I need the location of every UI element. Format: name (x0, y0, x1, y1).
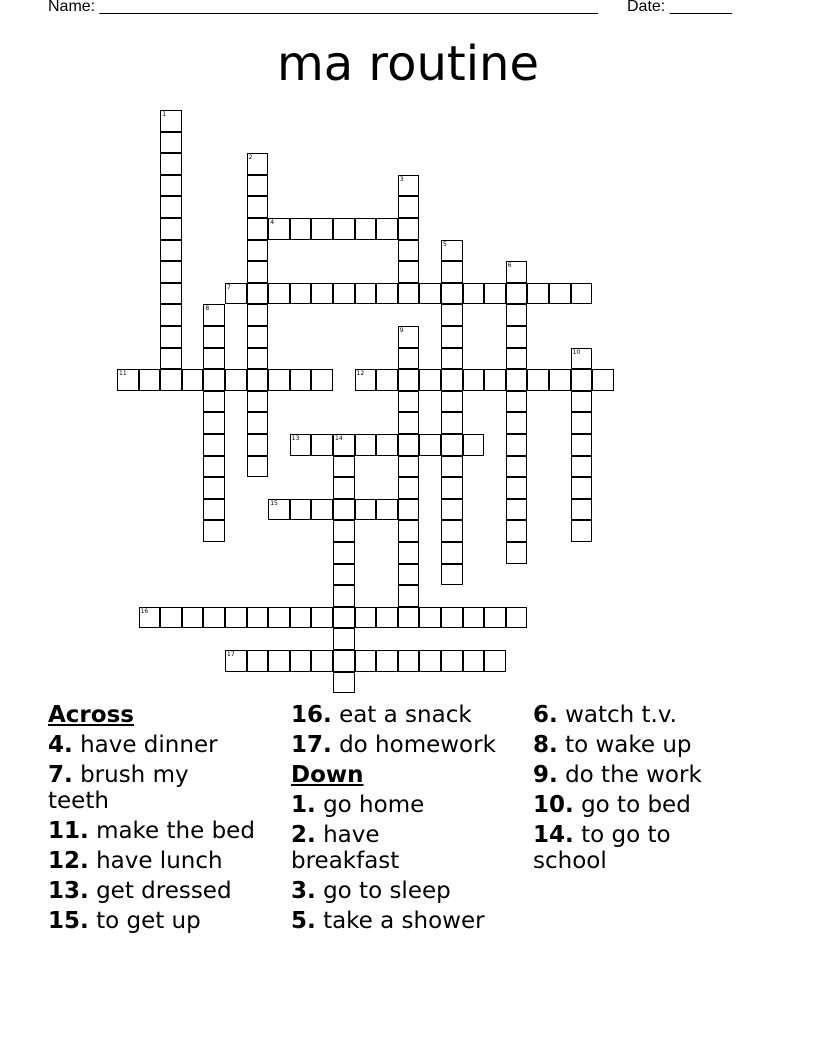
crossword-cell[interactable] (441, 304, 463, 326)
crossword-cell[interactable] (376, 369, 398, 391)
crossword-cell[interactable] (398, 456, 420, 478)
crossword-cell[interactable] (484, 607, 506, 629)
crossword-cell[interactable] (117, 369, 139, 391)
crossword-cell[interactable] (376, 499, 398, 521)
clue-down-6: 6. watch t.v. (533, 702, 677, 728)
date-field-label: Date: _______ (627, 0, 732, 15)
crossword-cell[interactable] (398, 412, 420, 434)
clue-number: 7 (227, 283, 231, 291)
crossword-cell[interactable] (290, 607, 312, 629)
crossword-cell[interactable] (441, 520, 463, 542)
crossword-cell[interactable] (333, 650, 355, 672)
crossword-cell[interactable] (571, 348, 593, 370)
clue-down-2: 2. have breakfast (291, 822, 400, 874)
crossword-cell[interactable] (160, 348, 182, 370)
clue-number: 11 (119, 370, 127, 378)
crossword-cell[interactable] (311, 283, 333, 305)
crossword-cell[interactable] (441, 477, 463, 499)
crossword-cell[interactable] (592, 369, 614, 391)
crossword-cell[interactable] (247, 218, 269, 240)
crossword-cell[interactable] (571, 456, 593, 478)
crossword-cell[interactable] (441, 564, 463, 586)
crossword-cell[interactable] (441, 499, 463, 521)
clue-number: 8 (205, 305, 210, 313)
crossword-cell[interactable] (333, 585, 355, 607)
crossword-cell[interactable] (398, 650, 420, 672)
crossword-cell[interactable] (225, 369, 247, 391)
crossword-cell[interactable] (506, 477, 528, 499)
crossword-cell[interactable] (571, 520, 593, 542)
crossword-cell[interactable] (419, 434, 441, 456)
crossword-cell[interactable] (247, 369, 269, 391)
crossword-cell[interactable] (398, 391, 420, 413)
crossword-cell[interactable] (506, 520, 528, 542)
crossword-cell[interactable] (247, 261, 269, 283)
name-field-label: Name: ________________________________________________________ (48, 0, 598, 15)
crossword-cell[interactable] (203, 326, 225, 348)
crossword-cell[interactable] (268, 369, 290, 391)
crossword-cell[interactable] (225, 283, 247, 305)
crossword-cell[interactable] (419, 369, 441, 391)
crossword-cell[interactable] (398, 607, 420, 629)
clue-number: 9 (399, 327, 404, 334)
clue-down-3: 3. go to sleep (291, 878, 451, 904)
crossword-cell[interactable] (355, 283, 377, 305)
clue-number: 2 (248, 154, 253, 162)
crossword-cell[interactable] (311, 218, 333, 240)
crossword-cell[interactable] (247, 153, 269, 175)
crossword-cell[interactable] (463, 607, 485, 629)
crossword-cell[interactable] (139, 607, 161, 629)
crossword-cell[interactable] (376, 650, 398, 672)
crossword-cell[interactable] (441, 240, 463, 262)
crossword-cell[interactable] (419, 283, 441, 305)
crossword-cell[interactable] (398, 348, 420, 370)
crossword-cell[interactable] (549, 369, 571, 391)
crossword-cell[interactable] (571, 412, 593, 434)
crossword-cell[interactable] (268, 283, 290, 305)
crossword-cell[interactable] (268, 607, 290, 629)
crossword-cell[interactable] (398, 564, 420, 586)
clue-number: 10 (572, 348, 581, 356)
crossword-cell[interactable] (247, 240, 269, 262)
crossword-cell[interactable] (441, 412, 463, 434)
crossword-cell[interactable] (398, 369, 420, 391)
crossword-cell[interactable] (203, 456, 225, 478)
crossword-cell[interactable] (268, 499, 290, 521)
clue-across-7: 7. brush my teeth (48, 762, 189, 814)
crossword-cell[interactable] (571, 477, 593, 499)
crossword-cell[interactable] (160, 261, 182, 283)
crossword-cell[interactable] (571, 499, 593, 521)
crossword-cell[interactable] (160, 196, 182, 218)
crossword-cell[interactable] (247, 456, 269, 478)
crossword-cell[interactable] (398, 520, 420, 542)
clue-across-11: 11. make the bed (48, 818, 255, 844)
clue-number: 5 (443, 240, 447, 248)
crossword-cell[interactable] (441, 348, 463, 370)
crossword-cell[interactable] (506, 542, 528, 564)
crossword-cell[interactable] (203, 607, 225, 629)
crossword-cell[interactable] (160, 369, 182, 391)
crossword-cell[interactable] (506, 369, 528, 391)
clue-number: 4 (270, 219, 275, 226)
crossword-cell[interactable] (247, 326, 269, 348)
crossword-cell[interactable] (398, 326, 420, 348)
crossword-cell[interactable] (506, 434, 528, 456)
clue-number: 16 (140, 607, 149, 615)
crossword-cell[interactable] (203, 348, 225, 370)
crossword-cell[interactable] (247, 412, 269, 434)
crossword-cell[interactable] (203, 499, 225, 521)
crossword-cell[interactable] (398, 434, 420, 456)
clue-number: 14 (335, 435, 343, 442)
crossword-cell[interactable] (333, 672, 355, 694)
clue-number: 17 (227, 651, 235, 658)
clue-across-15: 15. to get up (48, 908, 201, 934)
crossword-cell[interactable] (333, 542, 355, 564)
crossword-cell[interactable] (225, 650, 247, 672)
crossword-cell[interactable] (160, 283, 182, 305)
crossword-cell[interactable] (441, 391, 463, 413)
crossword-cell[interactable] (290, 434, 312, 456)
crossword-cell[interactable] (203, 477, 225, 499)
crossword-cell[interactable] (203, 412, 225, 434)
crossword-cell[interactable] (333, 456, 355, 478)
clue-down-1: 1. go home (291, 792, 425, 818)
crossword-cell[interactable] (311, 607, 333, 629)
clue-across-17: 17. do homework (291, 732, 496, 758)
crossword-cell[interactable] (268, 218, 290, 240)
clue-down-8: 8. to wake up (533, 732, 692, 758)
crossword-cell[interactable] (571, 434, 593, 456)
crossword-cell[interactable] (398, 499, 420, 521)
crossword-cell[interactable] (247, 434, 269, 456)
crossword-cell[interactable] (355, 218, 377, 240)
crossword-cell[interactable] (290, 369, 312, 391)
crossword-cell[interactable] (527, 369, 549, 391)
clues-column-1 (48, 702, 286, 938)
crossword-cell[interactable] (441, 369, 463, 391)
clues-column-2 (291, 702, 529, 938)
crossword-cell[interactable] (506, 499, 528, 521)
crossword-cell[interactable] (333, 564, 355, 586)
crossword-cell[interactable] (247, 650, 269, 672)
crossword-cell[interactable] (290, 283, 312, 305)
crossword-cell[interactable] (247, 607, 269, 629)
crossword-cell[interactable] (311, 369, 333, 391)
crossword-cell[interactable] (247, 304, 269, 326)
crossword-cell[interactable] (333, 434, 355, 456)
crossword-cell[interactable] (290, 499, 312, 521)
crossword-cell[interactable] (160, 153, 182, 175)
crossword-cell[interactable] (527, 283, 549, 305)
crossword-cell[interactable] (419, 650, 441, 672)
crossword-cell[interactable] (333, 520, 355, 542)
crossword-cell[interactable] (333, 607, 355, 629)
clue-down-5: 5. take a shower (291, 908, 485, 934)
crossword-cell[interactable] (463, 283, 485, 305)
crossword-cell[interactable] (355, 369, 377, 391)
crossword-cell[interactable] (290, 650, 312, 672)
crossword-cell[interactable] (571, 283, 593, 305)
crossword-cell[interactable] (333, 477, 355, 499)
crossword-cell[interactable] (160, 175, 182, 197)
crossword-cell[interactable] (203, 304, 225, 326)
crossword-cell[interactable] (203, 520, 225, 542)
crossword-cell[interactable] (441, 261, 463, 283)
crossword-cell[interactable] (203, 369, 225, 391)
crossword-cell[interactable] (333, 283, 355, 305)
crossword-cell[interactable] (355, 499, 377, 521)
crossword-cell[interactable] (203, 434, 225, 456)
crossword-cell[interactable] (160, 326, 182, 348)
crossword-cell[interactable] (398, 585, 420, 607)
crossword-cell[interactable] (247, 283, 269, 305)
crossword-cell[interactable] (376, 283, 398, 305)
crossword-cell[interactable] (571, 369, 593, 391)
clue-across-13: 13. get dressed (48, 878, 232, 904)
crossword-cell[interactable] (441, 434, 463, 456)
crossword-cell[interactable] (463, 369, 485, 391)
crossword-cell[interactable] (506, 326, 528, 348)
crossword-cell[interactable] (333, 628, 355, 650)
crossword-cell[interactable] (160, 110, 182, 132)
crossword-cell[interactable] (225, 607, 247, 629)
crossword-cell[interactable] (484, 650, 506, 672)
crossword-cell[interactable] (506, 412, 528, 434)
crossword-cell[interactable] (355, 434, 377, 456)
clue-down-10: 10. go to bed (533, 792, 691, 818)
crossword-cell[interactable] (268, 650, 290, 672)
crossword-cell[interactable] (484, 283, 506, 305)
crossword-cell[interactable] (182, 369, 204, 391)
crossword-cell[interactable] (160, 132, 182, 154)
crossword-cell[interactable] (506, 607, 528, 629)
crossword-cell[interactable] (441, 456, 463, 478)
clue-number: 15 (270, 499, 278, 507)
crossword-cell[interactable] (398, 218, 420, 240)
crossword-cell[interactable] (311, 434, 333, 456)
crossword-cell[interactable] (333, 218, 355, 240)
crossword-cell[interactable] (311, 499, 333, 521)
crossword-cell[interactable] (182, 607, 204, 629)
crossword-cell[interactable] (160, 240, 182, 262)
crossword-cell[interactable] (398, 196, 420, 218)
crossword-cell[interactable] (571, 391, 593, 413)
crossword-cell[interactable] (376, 607, 398, 629)
clues-column-3 (533, 702, 771, 878)
crossword-cell[interactable] (247, 175, 269, 197)
crossword-cell[interactable] (311, 650, 333, 672)
crossword-cell[interactable] (506, 304, 528, 326)
crossword-cell[interactable] (398, 542, 420, 564)
crossword-cell[interactable] (355, 650, 377, 672)
clue-number: 3 (399, 175, 404, 183)
crossword-cell[interactable] (160, 304, 182, 326)
crossword-cell[interactable] (139, 369, 161, 391)
clue-across-16: 16. eat a snack (291, 702, 472, 728)
crossword-cell[interactable] (203, 391, 225, 413)
crossword-cell[interactable] (376, 218, 398, 240)
crossword-cell[interactable] (398, 240, 420, 262)
clue-number: 1 (162, 111, 167, 118)
crossword-cell[interactable] (506, 456, 528, 478)
crossword-cell[interactable] (355, 607, 377, 629)
clue-down-14: 14. to go to school (533, 822, 671, 874)
crossword-cell[interactable] (398, 261, 420, 283)
crossword-cell[interactable] (441, 607, 463, 629)
crossword-cell[interactable] (398, 477, 420, 499)
crossword-cell[interactable] (290, 218, 312, 240)
crossword-cell[interactable] (247, 391, 269, 413)
crossword-cell[interactable] (441, 326, 463, 348)
crossword-cell[interactable] (463, 650, 485, 672)
crossword-cell[interactable] (247, 196, 269, 218)
crossword-cell[interactable] (463, 434, 485, 456)
crossword-cell[interactable] (506, 283, 528, 305)
crossword-cell[interactable] (441, 650, 463, 672)
crossword-cell[interactable] (247, 348, 269, 370)
clue-number: 13 (291, 435, 300, 442)
clue-across-12: 12. have lunch (48, 848, 223, 874)
page-title: ma routine (276, 36, 539, 92)
crossword-cell[interactable] (398, 283, 420, 305)
crossword-cell[interactable] (549, 283, 571, 305)
crossword-cell[interactable] (160, 607, 182, 629)
clue-number: 12 (356, 370, 365, 378)
crossword-cell[interactable] (506, 391, 528, 413)
crossword-cell[interactable] (160, 218, 182, 240)
clue-number: 6 (507, 262, 512, 270)
down-heading: Down (291, 762, 364, 788)
clue-across-4: 4. have dinner (48, 732, 218, 758)
crossword-cell[interactable] (506, 348, 528, 370)
crossword-cell[interactable] (333, 499, 355, 521)
crossword-cell[interactable] (376, 434, 398, 456)
crossword-cell[interactable] (419, 607, 441, 629)
crossword-cell[interactable] (441, 283, 463, 305)
crossword-cell[interactable] (484, 369, 506, 391)
crossword-cell[interactable] (398, 175, 420, 197)
clue-down-9: 9. do the work (533, 762, 702, 788)
crossword-cell[interactable] (441, 542, 463, 564)
crossword-cell[interactable] (506, 261, 528, 283)
across-heading: Across (48, 702, 134, 728)
